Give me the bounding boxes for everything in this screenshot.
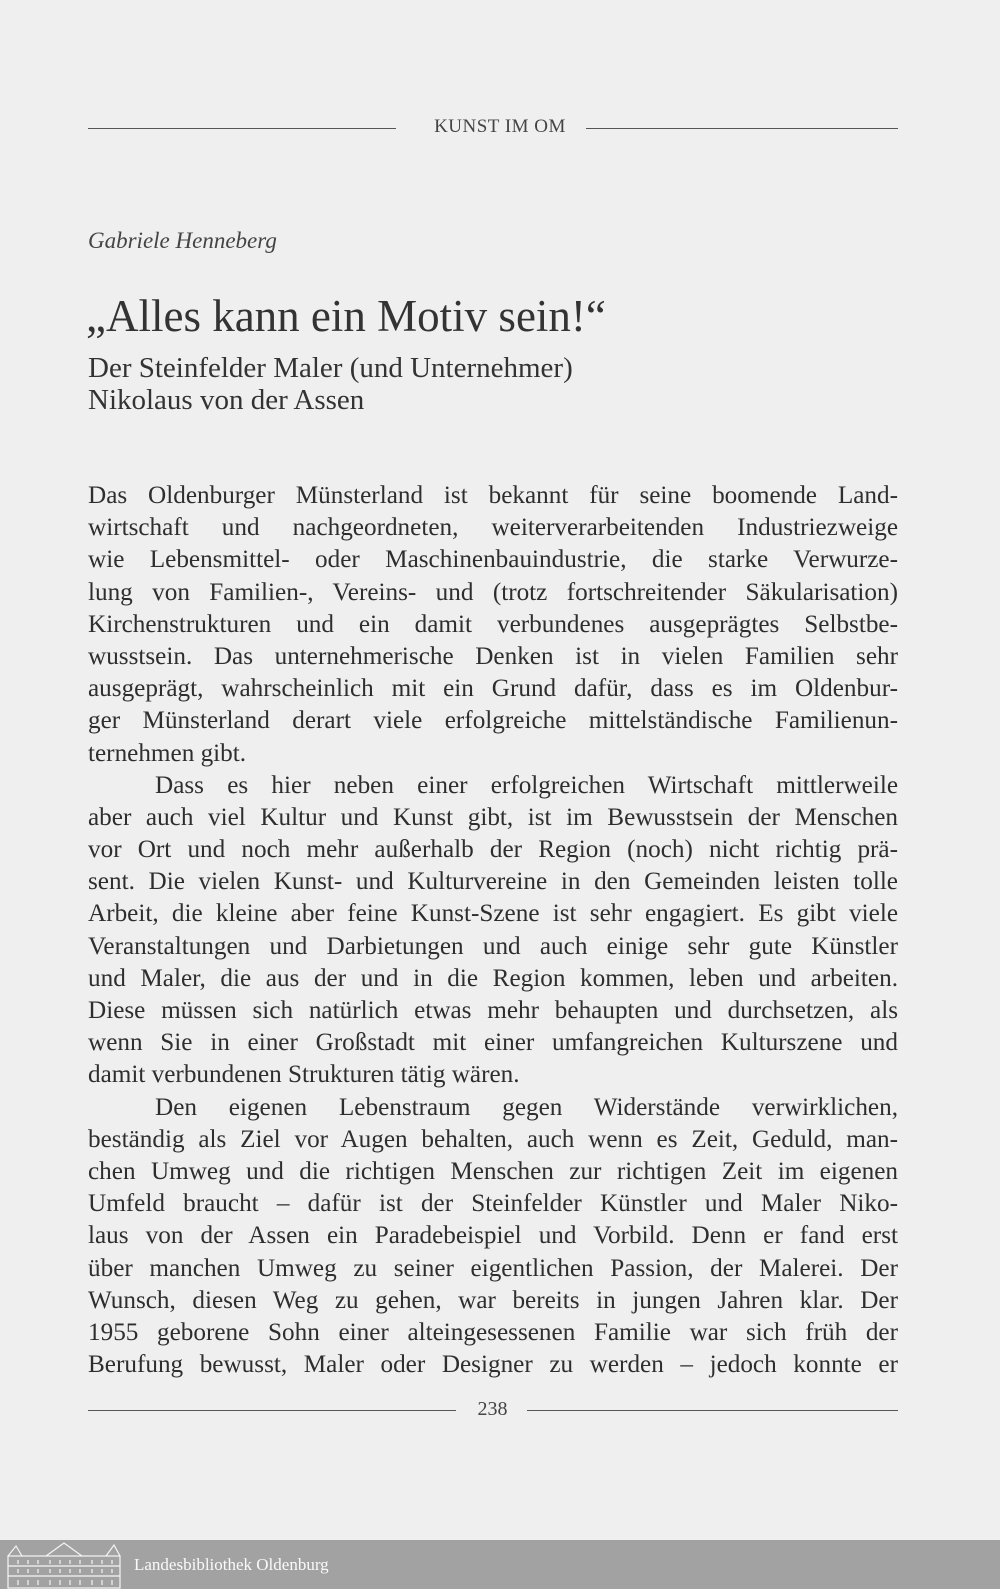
- body-line: chen Umweg und die richtigen Menschen zur richtigen Zeit im eigenen: [88, 1157, 898, 1185]
- body-line: Dass es hier neben einer erfolgreichen Wirtschaft mittlerweile: [155, 771, 898, 799]
- body-line: aber auch viel Kultur und Kunst gibt, ist im Bewusstsein der Menschen: [88, 803, 898, 831]
- library-banner: [0, 1540, 1000, 1589]
- library-building-logo: [2, 1540, 126, 1589]
- body-line: ternehmen gibt.: [88, 739, 247, 767]
- body-line: laus von der Assen ein Paradebeispiel und Vorbild. Denn er fand erst: [88, 1222, 898, 1250]
- library-name: Landesbibliothek Oldenburg: [134, 1554, 329, 1574]
- body-line: Berufung bewusst, Maler oder Designer zu werden – jedoch konnte er: [88, 1351, 898, 1379]
- body-line: Wunsch, diesen Weg zu gehen, war bereits in jungen Jahren klar. Der: [88, 1286, 898, 1314]
- subtitle-line: Nikolaus von der Assen: [88, 384, 365, 416]
- body-line: und Maler, die aus der und in die Region kommen, leben und arbeiten.: [88, 964, 898, 992]
- body-line: wie Lebensmittel- oder Maschinenbauindustrie, die starke Verwurze-: [88, 546, 898, 574]
- subtitle-line: Der Steinfelder Maler (und Unternehmer): [88, 352, 573, 384]
- body-line: wenn Sie in einer Großstadt mit einer umfangreichen Kulturszene und: [88, 1029, 898, 1057]
- page-number: 238: [477, 1398, 508, 1420]
- header-rule-right: [586, 128, 898, 129]
- body-line: 1955 geborene Sohn einer alteingesessenen Familie war sich früh der: [88, 1318, 898, 1346]
- author: Gabriele Henneberg: [88, 228, 277, 253]
- body-line: sent. Die vielen Kunst- und Kulturvereine in den Gemeinden leisten tolle: [88, 868, 898, 896]
- body-line: Kirchenstrukturen und ein damit verbundenes ausgeprägtes Selbstbe-: [88, 610, 898, 638]
- footer-rule-right: [527, 1410, 898, 1411]
- body-line: Arbeit, die kleine aber feine Kunst-Szene ist sehr engagiert. Es gibt viele: [88, 900, 898, 928]
- body-line: Das Oldenburger Münsterland ist bekannt für seine boomende Land-: [88, 482, 898, 509]
- body-line: vor Ort und noch mehr außerhalb der Region (noch) nicht richtig prä-: [88, 836, 898, 864]
- body-line: damit verbundenen Strukturen tätig wären.: [88, 1061, 520, 1089]
- body-line: beständig als Ziel vor Augen behalten, auch wenn es Zeit, Geduld, man-: [88, 1125, 898, 1153]
- body-line: lung von Familien-, Vereins- und (trotz fortschreitender Säkularisation): [88, 578, 898, 606]
- body-line: Den eigenen Lebenstraum gegen Widerstände verwirklichen,: [155, 1093, 898, 1121]
- body-line: über manchen Umweg zu seiner eigentlichen Passion, der Malerei. Der: [88, 1254, 898, 1282]
- body-line: Diese müssen sich natürlich etwas mehr behaupten und durchsetzen, als: [88, 997, 898, 1024]
- body-line: wirtschaft und nachgeordneten, weiterverarbeitenden Industriezweige: [88, 514, 898, 542]
- body-line: Umfeld braucht – dafür ist der Steinfelder Künstler und Maler Niko-: [88, 1190, 898, 1218]
- body-line: ausgeprägt, wahrscheinlich mit ein Grund dafür, dass es im Oldenbur-: [88, 675, 898, 703]
- article-title: „Alles kann ein Motiv sein!“: [86, 291, 606, 341]
- body-line: wusstsein. Das unternehmerische Denken ist in vielen Familien sehr: [88, 642, 898, 670]
- article-body: [88, 480, 898, 1381]
- body-line: Veranstaltungen und Darbietungen und auch einige sehr gute Künstler: [88, 932, 898, 960]
- running-title: KUNST IM OM: [434, 116, 566, 137]
- body-line: ger Münsterland derart viele erfolgreiche mittelständische Familienun-: [88, 707, 898, 735]
